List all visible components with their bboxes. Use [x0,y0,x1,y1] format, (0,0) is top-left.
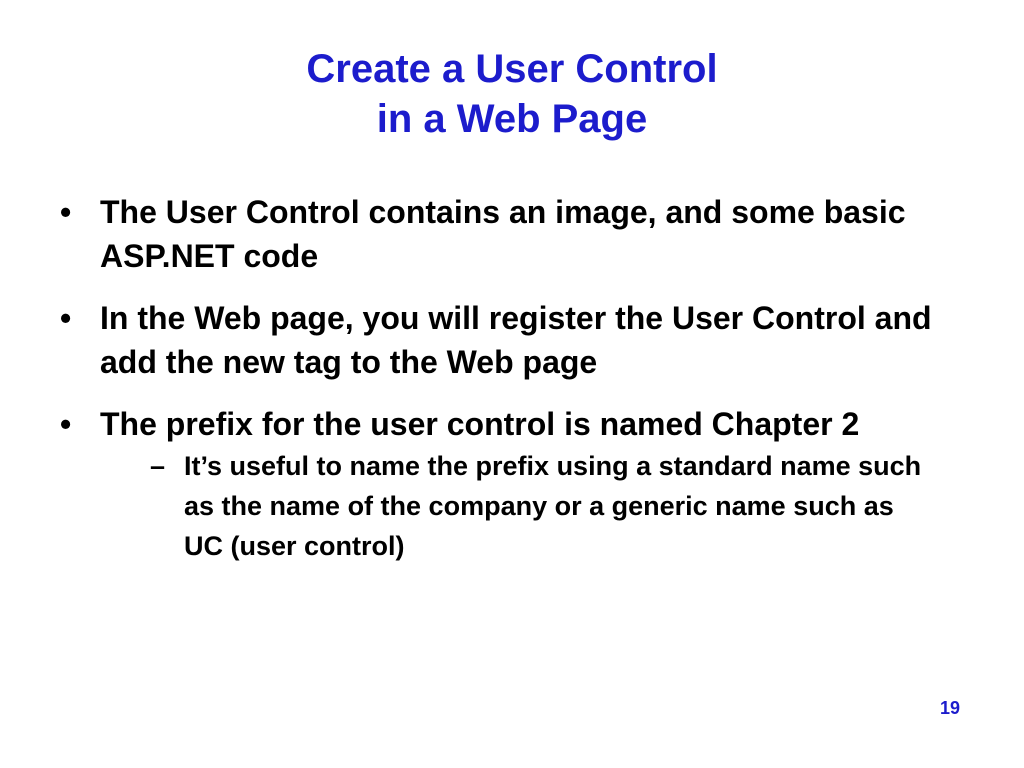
slide-title-line-2: in a Web Page [376,97,648,141]
bullet-list [60,190,990,584]
bullet-dot-icon: • [60,300,72,336]
bullet-item [60,296,990,384]
bullet-text: In the Web page, you will register the User Control and add the new tag to the Web page [100,300,932,380]
bullet-dot-icon: • [60,194,72,230]
bullet-dot-icon: • [60,406,72,442]
bullet-item [60,402,990,566]
dash-icon: – [150,451,166,481]
slide-title [0,44,1024,144]
bullet-item [60,190,990,278]
sub-bullet-list [100,446,990,566]
bullet-text: The prefix for the user control is named Chapter 2 [100,406,860,442]
sub-bullet-text: It’s useful to name the prefix using a standard name such as the name of the company or a generic name such as UC (user control) [184,451,922,561]
page-number: 19 [939,698,960,718]
slide-title-line-1: Create a User Control [306,47,718,91]
sub-bullet-item [150,446,924,566]
bullet-text: The User Control contains an image, and some basic ASP.NET code [100,194,906,274]
